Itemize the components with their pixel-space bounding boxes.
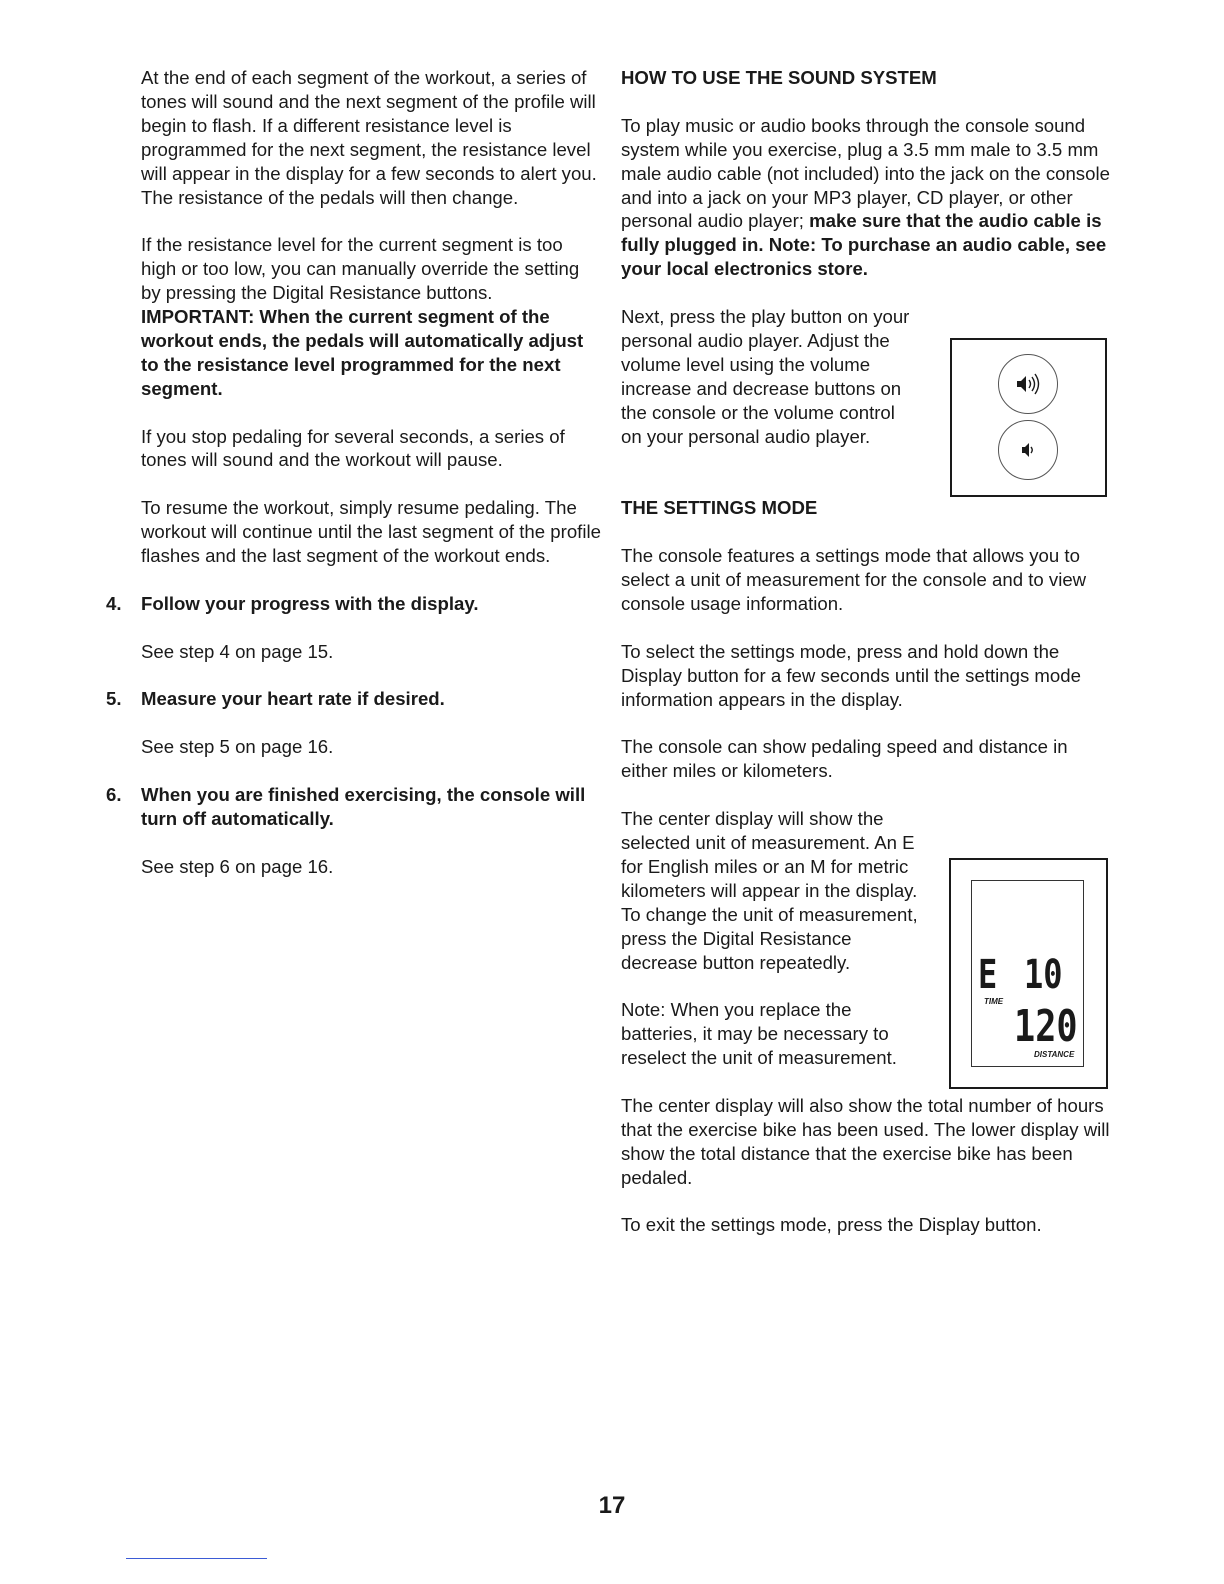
step-6-body: See step 6 on page 16. (141, 855, 334, 877)
step-5-body: See step 5 on page 16. (141, 736, 334, 758)
volume-down-button (998, 420, 1058, 480)
step-title: When you are finished exercising, the console will turn off automatically. (141, 784, 586, 829)
step-5-title (106, 687, 601, 711)
settings-battery-note: Note: When you replace the batteries, it may be necessary to reselect the unit of measurement. (621, 999, 897, 1069)
important-note: IMPORTANT: When the current segment of the workout ends, the pedals will automatically adjust to the resistance level programmed for the next segment. (141, 306, 584, 399)
step-6-title (106, 783, 601, 831)
settings-units-paragraph: The console can show pedaling speed and distance in either miles or kilometers. (621, 736, 1068, 782)
sound-system-heading: HOW TO USE THE SOUND SYSTEM (621, 67, 937, 88)
settings-usage-paragraph: The center display will also show the total number of hours that the exercise bike has been used. The lower display will show the total distance that the exercise bike has been pedaled. (621, 1094, 1110, 1188)
unit-indicator: E (978, 952, 998, 998)
sound-system-paragraph (621, 114, 1111, 281)
footer-rule (126, 1558, 267, 1559)
distance-label: DISTANCE (1034, 1050, 1075, 1059)
settings-exit-paragraph: To exit the settings mode, press the Display button. (621, 1214, 1042, 1236)
resume-paragraph: To resume the workout, simply resume pedaling. The workout will continue until the last segment of the profile flashes and the last segment of the workout ends. (141, 497, 601, 567)
step-4-title (106, 592, 601, 616)
settings-intro-paragraph: The console features a settings mode that allows you to select a unit of measurement for the console and to view console usage information. (621, 545, 1087, 614)
volume-up-icon (1013, 371, 1043, 397)
lcd-display (971, 880, 1084, 1067)
step-number: 4. (106, 592, 122, 614)
sound-system-text: To play music or audio books through the console sound system while you exercise, plug a 3.5 mm male to 3.5 mm male audio cable (not included) into the jack on the console and into a jack on your MP3 player, CD player, or other personal audio player; (621, 114, 1110, 232)
time-label: TIME (984, 997, 1004, 1006)
settings-mode-heading: THE SETTINGS MODE (621, 497, 818, 519)
settings-display-figure (949, 858, 1108, 1089)
distance-value: 120 (1014, 1001, 1078, 1052)
pause-paragraph: If you stop pedaling for several seconds, a series of tones will sound and the workout will pause. (141, 425, 565, 471)
step-number: 5. (106, 688, 122, 710)
sound-system-note: make sure that the audio cable is fully plugged in. Note: To purchase an audio cable, see your local electronics store. (621, 210, 1107, 280)
page-number: 17 (598, 1492, 626, 1519)
time-value: 10 (1024, 952, 1063, 998)
settings-select-paragraph: To select the settings mode, press and hold down the Display button for a few seconds until the settings mode information appears in the display. (621, 640, 1081, 710)
left-column (106, 66, 601, 903)
resistance-override-paragraph (141, 233, 601, 400)
volume-down-icon (1017, 439, 1039, 461)
segment-tones-paragraph: At the end of each segment of the workout, a series of tones will sound and the next segment of the profile will begin to flash. If a different resistance level is programmed for the next segment, the resistance level will appear in the display for a few seconds to alert you. The resistance of the pedals will then change. (141, 67, 597, 208)
step-number: 6. (106, 784, 122, 806)
settings-unit-change-paragraph: The center display will show the selected unit of measurement. An E for English miles or an M for metric kilometers will appear in the display. To change the unit of measurement, press the Digital Resistance decrease button repeatedly. (621, 808, 918, 973)
step-title: Follow your progress with the display. (141, 592, 479, 614)
volume-up-button (998, 354, 1058, 414)
override-text: If the resistance level for the current segment is too high or too low, you can manually override the setting by pressing the Digital Resistance buttons. (141, 234, 580, 304)
step-title: Measure your heart rate if desired. (141, 688, 445, 710)
step-4-body: See step 4 on page 15. (141, 640, 334, 662)
volume-buttons-figure (950, 338, 1107, 497)
volume-paragraph: Next, press the play button on your personal audio player. Adjust the volume level using the volume increase and decrease buttons on the console or the volume control on your personal audio player. (621, 306, 910, 447)
